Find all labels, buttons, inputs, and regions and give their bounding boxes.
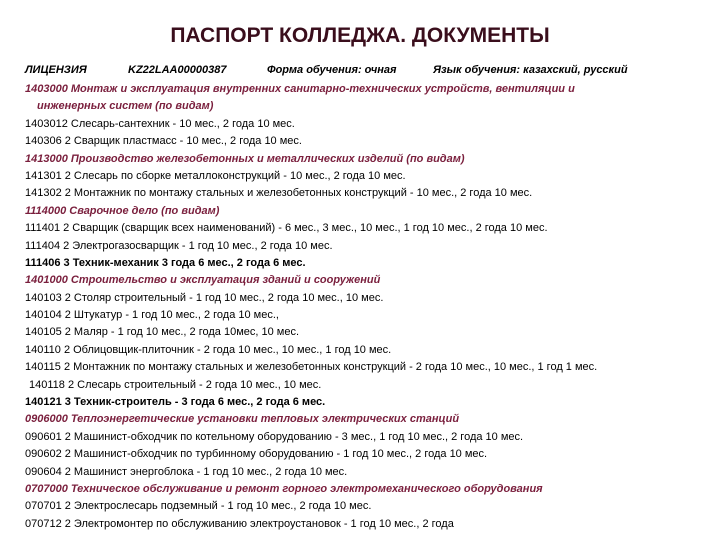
section-heading: 1114000 Сварочное дело (по видам) — [25, 204, 220, 217]
license-number: KZ22LAA00000387 — [128, 64, 227, 76]
specialty-line: 070712 2 Электромонтер по обслуживанию электроустановок - 1 год 10 мес., 2 года — [25, 517, 454, 530]
specialty-line: 070701 2 Электрослесарь подземный - 1 год 10 мес., 2 года 10 мес. — [25, 500, 372, 513]
specialty-line: 090604 2 Машинист энергоблока - 1 год 10 мес., 2 года 10 мес. — [25, 465, 348, 478]
specialties-list — [25, 81, 715, 533]
section-heading: 1401000 Строительство и эксплуатация зданий и сооружений — [25, 274, 381, 287]
section-heading: 0707000 Техническое обслуживание и ремонт горного электромеханического оборудования — [25, 482, 543, 495]
specialty-line: 090601 2 Машинист-обходчик по котельному оборудованию - 3 мес., 1 год 10 мес., 2 года 10 мес. — [25, 430, 524, 443]
specialty-line: 140306 2 Сварщик пластмасс - 10 мес., 2 года 10 мес. — [25, 135, 302, 148]
specialty-line: 111404 2 Электрогазосварщик - 1 год 10 мес., 2 года 10 мес. — [25, 239, 333, 252]
specialty-line: 141301 2 Слесарь по сборке металлоконструкций - 10 мес., 2 года 10 мес. — [25, 169, 406, 182]
section-heading-continued: инженерных систем (по видам) — [37, 100, 214, 113]
specialty-line: 140104 2 Штукатур - 1 год 10 мес., 2 года 10 мес., — [25, 309, 279, 322]
study-form: Форма обучения: очная — [267, 64, 397, 76]
specialty-line: 140115 2 Монтажник по монтажу стальных и железобетонных конструкций - 2 года 10 мес., 10 мес., 1 год 1 мес. — [25, 361, 598, 374]
section-heading: 1403000 Монтаж и эксплуатация внутренних санитарно-технических устройств, вентиляции и — [25, 83, 575, 95]
specialty-line: 111401 2 Сварщик (сварщик всех наименований) - 6 мес., 3 мес., 10 мес., 1 год 10 мес., 2 года 10 мес. — [25, 222, 548, 235]
page-title: ПАСПОРТ КОЛЛЕДЖА. ДОКУМЕНТЫ — [170, 24, 550, 47]
specialty-line: 140110 2 Облицовщик-плиточник - 2 года 10 мес., 10 мес., 1 год 10 мес. — [25, 343, 392, 356]
specialty-line-bold: 140121 3 Техник-строитель - 3 года 6 мес., 2 года 6 мес. — [25, 396, 326, 409]
license-row — [25, 64, 705, 80]
specialty-line: 1403012 Слесарь-сантехник - 10 мес., 2 года 10 мес. — [25, 117, 295, 130]
specialty-line: 140105 2 Маляр - 1 год 10 мес., 2 года 10мес, 10 мес. — [25, 326, 300, 339]
specialty-line: 140103 2 Столяр строительный - 1 год 10 мес., 2 года 10 мес., 10 мес. — [25, 291, 384, 304]
specialty-line-bold: 111406 3 Техник-механик 3 года 6 мес., 2 года 6 мес. — [25, 256, 306, 269]
license-label: ЛИЦЕНЗИЯ — [25, 64, 87, 76]
study-language: Язык обучения: казахский, русский — [433, 64, 628, 76]
specialty-line: 090602 2 Машинист-обходчик по турбинному оборудованию - 1 год 10 мес., 2 года 10 мес. — [25, 448, 488, 461]
specialty-line: 141302 2 Монтажник по монтажу стальных и железобетонных конструкций - 10 мес., 2 года 10 мес. — [25, 187, 533, 200]
section-heading: 0906000 Теплоэнергетические установки тепловых электрических станций — [25, 413, 460, 426]
section-heading: 1413000 Производство железобетонных и металлических изделий (по видам) — [25, 152, 465, 165]
specialty-line: 140118 2 Слесарь строительный - 2 года 10 мес., 10 мес. — [29, 378, 322, 391]
